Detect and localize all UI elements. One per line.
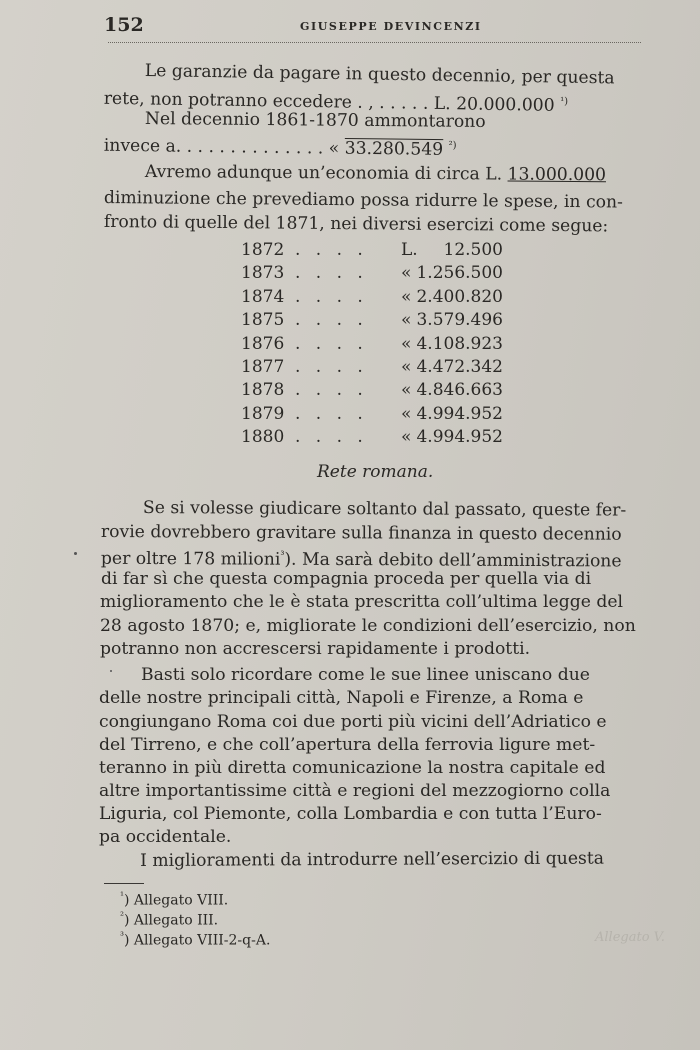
- footnote: [120, 891, 228, 909]
- text-line: potranno non accrescersi rapidamente i prodotti.: [100, 639, 531, 659]
- year-cell: 1878: [241, 380, 285, 401]
- footnote-rule: [104, 883, 144, 884]
- leader-dots: . . . .: [295, 310, 368, 331]
- bleed-through-text: Allegato V.: [595, 930, 665, 945]
- year-cell: 1874: [241, 286, 285, 307]
- currency-mark: «: [401, 310, 412, 331]
- text-span: invece a. . . . . . . . . . . . . . «: [103, 135, 340, 159]
- text-line: I miglioramenti da introdurre nell’esercizio di questa: [140, 848, 605, 871]
- table-row: [241, 427, 511, 450]
- table-row: [241, 334, 511, 357]
- page-header: [104, 14, 644, 40]
- text-line: Liguria, col Piemonte, colla Lombardia e con tutta l’Euro-: [99, 804, 602, 824]
- text-line: pa occidentale.: [99, 827, 232, 847]
- amount-text: 33.280.549: [344, 138, 444, 160]
- text-line: 28 agosto 1870; e, migliorate le condizioni dell’esercizio, non: [100, 616, 636, 636]
- footnote-mark: ³: [120, 931, 125, 942]
- footnote-ref: ³: [280, 549, 285, 561]
- leader-dots: . . . .: [295, 286, 368, 307]
- footnote-text: ) Allegato VIII.: [124, 892, 229, 909]
- year-cell: 1873: [241, 263, 285, 284]
- currency-mark: «: [401, 380, 412, 401]
- text-line: diminuzione che prevediamo possa ridurre le spese, in con-: [103, 187, 623, 213]
- text-line: Se si volesse giudicare soltanto dal passato, queste fer-: [142, 498, 627, 521]
- running-title: GIUSEPPE DEVINCENZI: [300, 20, 482, 33]
- year-cell: 1880: [241, 427, 285, 448]
- text-span: ). Ma sarà debito dell’amministrazione: [284, 549, 622, 572]
- leader-dots: . . . .: [295, 356, 368, 377]
- amount-cell: 2.400.820: [416, 286, 503, 307]
- table-row: [241, 287, 511, 310]
- text-line: [104, 131, 457, 161]
- footnote-mark: ¹: [120, 891, 125, 902]
- currency-mark: «: [401, 356, 412, 377]
- currency-mark: «: [401, 263, 412, 284]
- leader-dots: . . . .: [295, 333, 368, 354]
- table-row: [241, 263, 511, 286]
- text-line: congiungano Roma coi due porti più vicini dell’Adriatico e: [99, 712, 607, 732]
- leader-dots: . . . .: [295, 240, 368, 260]
- text-line: fronto di quelle del 1871, nei diversi esercizi come segue:: [103, 211, 609, 237]
- leader-dots: . . . .: [295, 403, 368, 424]
- text-span: rete, non potranno eccedere . , . . . . . L. 20.000.000: [103, 88, 555, 116]
- footnote-ref: ¹): [560, 96, 569, 108]
- year-cell: 1872: [241, 240, 285, 260]
- amount-cell: 3.579.496: [416, 310, 503, 331]
- amount-text: 13.000.000: [507, 164, 607, 186]
- amount-cell: 4.472.342: [416, 356, 503, 377]
- text-span: per oltre 178 milioni: [100, 548, 281, 570]
- currency-mark: L.: [401, 240, 418, 260]
- year-cell: 1877: [241, 356, 285, 377]
- ink-speck: [74, 552, 77, 555]
- table-row: [241, 404, 511, 427]
- footnote-text: ) Allegato VIII-2-q-A.: [124, 932, 271, 949]
- year-cell: 1876: [241, 333, 285, 354]
- currency-mark: «: [401, 427, 412, 448]
- text-line: altre importantissime città e regioni del mezzogiorno colla: [99, 781, 611, 801]
- currency-mark: «: [401, 333, 412, 354]
- amount-cell: 12.500: [443, 240, 503, 260]
- table-row: [241, 240, 511, 263]
- footnote-text: ) Allegato III.: [124, 912, 219, 929]
- footnote-mark: ²: [120, 911, 125, 922]
- amount-cell: 1.256.500: [416, 263, 503, 284]
- amount-cell: 4.994.952: [416, 403, 503, 424]
- footnote: [120, 911, 218, 929]
- amount-cell: 4.994.952: [416, 427, 503, 448]
- text-line: Le garanzie da pagare in questo decennio, per questa: [144, 60, 615, 89]
- amount-cell: 4.846.663: [416, 380, 503, 401]
- text-line: del Tirreno, e che coll’apertura della ferrovia ligure met-: [99, 735, 596, 755]
- currency-mark: «: [401, 403, 412, 424]
- text-line: [145, 161, 606, 186]
- text-span: Avremo adunque un’economia di circa L.: [144, 161, 503, 185]
- text-line: Nel decennio 1861-1870 ammontarono: [144, 108, 486, 132]
- table-row: [241, 310, 511, 333]
- table-row: [241, 357, 511, 380]
- amount-cell: 4.108.923: [416, 333, 503, 354]
- text-line: teranno in più diretta comunicazione la nostra capitale ed: [99, 758, 606, 778]
- text-line: miglioramento che le è stata prescritta coll’ultima legge del: [100, 592, 624, 612]
- savings-table: [241, 240, 511, 451]
- section-title: Rete romana.: [317, 462, 434, 482]
- ink-speck: [110, 670, 112, 672]
- currency-mark: «: [401, 286, 412, 307]
- text-line: delle nostre principali città, Napoli e Firenze, a Roma e: [99, 688, 584, 708]
- page-number: 152: [104, 14, 144, 36]
- footnote: [120, 931, 270, 949]
- text-line: rovie dovrebbero gravitare sulla finanza in questo decennio: [100, 522, 622, 545]
- leader-dots: . . . .: [295, 380, 368, 401]
- table-row: [241, 380, 511, 403]
- header-rule: [108, 42, 641, 43]
- year-cell: 1875: [241, 310, 285, 331]
- footnote-ref: ²): [448, 140, 457, 152]
- leader-dots: . . . .: [295, 427, 368, 448]
- year-cell: 1879: [241, 403, 285, 424]
- text-line: Basti solo ricordare come le sue linee uniscano due: [141, 665, 590, 685]
- leader-dots: . . . .: [295, 263, 368, 284]
- text-line: di far sì che questa compagnia proceda per quella via di: [101, 569, 592, 589]
